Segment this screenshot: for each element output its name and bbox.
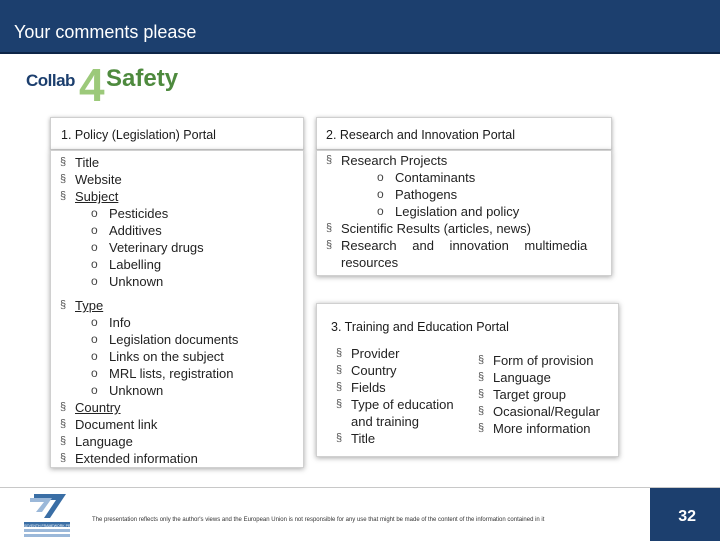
fp7-logo — [22, 488, 89, 541]
page-number-box — [650, 488, 720, 541]
list-item: o Labelling — [75, 256, 297, 273]
training-portal-body — [316, 303, 619, 457]
list-item: § Research and innovation multimedia resources — [323, 237, 605, 271]
subject-sublist — [75, 205, 297, 290]
list-item: § Form of provision — [475, 352, 615, 369]
list-item: o Pesticides — [75, 205, 297, 222]
list-item: § Language — [475, 369, 615, 386]
collab4safety-logo — [26, 59, 179, 111]
slide-title: Your comments please — [14, 22, 197, 42]
list-item: § Subject o Pesticides o Additives o Veterinary drugs o Labelling o Unknown — [57, 188, 297, 290]
list-item: § Country — [333, 362, 469, 379]
list-item: § Title — [333, 430, 469, 447]
list-item: § Research Projects o Contaminants o Pathogens o Legislation and policy — [323, 152, 605, 220]
list-item: § Fields — [333, 379, 469, 396]
research-portal-body — [316, 150, 612, 276]
list-item: § Type o Info o Legislation documents o Links on the subject o MRL lists, registration o Unknown — [57, 297, 297, 399]
policy-portal-header — [50, 117, 304, 150]
training-left-list — [333, 345, 469, 447]
list-item: o Contaminants — [361, 169, 605, 186]
list-item: § Title — [57, 154, 297, 171]
policy-portal-body — [50, 150, 304, 468]
logo-safety: Safety — [106, 65, 179, 92]
list-item: § Ocasional/Regular — [475, 403, 615, 420]
list-item: o Additives — [75, 222, 297, 239]
policy-field-list — [57, 154, 297, 290]
list-item: § Target group — [475, 386, 615, 403]
training-portal-heading: 3. Training and Education Portal — [331, 320, 509, 334]
logo-four: 4 — [79, 59, 105, 111]
list-item: § More information — [475, 420, 615, 437]
disclaimer-text: The presentation reflects only the author's views and the European Union is not responsible for any use that might be made of the content of the information contained in it — [92, 517, 545, 523]
list-item: o Veterinary drugs — [75, 239, 297, 256]
list-item: § Scientific Results (articles, news) — [323, 220, 605, 237]
title-bar — [0, 0, 720, 54]
research-portal-header — [316, 117, 612, 150]
list-item: § Country — [57, 399, 297, 416]
list-item: § Provider — [333, 345, 469, 362]
fp7-label: SEVENTH FRAMEWORK PROGRAMME — [24, 524, 89, 528]
list-item: o Info — [75, 314, 297, 331]
policy-portal-heading: 1. Policy (Legislation) Portal — [61, 128, 216, 142]
list-item: o Links on the subject — [75, 348, 297, 365]
footer — [0, 487, 720, 540]
list-item: o Legislation and policy — [361, 203, 605, 220]
type-sublist — [75, 314, 297, 399]
logo-collab: Collab — [26, 71, 75, 90]
list-item: o Pathogens — [361, 186, 605, 203]
list-item: § Language — [57, 433, 297, 450]
page-number: 32 — [678, 508, 696, 525]
list-item: § Type of education and training — [333, 396, 469, 430]
list-item: o MRL lists, registration — [75, 365, 297, 382]
list-item: § Extended information — [57, 450, 297, 467]
list-item: o Unknown — [75, 382, 297, 399]
list-item: o Legislation documents — [75, 331, 297, 348]
list-item: § Website — [57, 171, 297, 188]
list-item: o Unknown — [75, 273, 297, 290]
research-sublist — [361, 169, 605, 220]
training-right-list — [475, 352, 615, 437]
policy-type-list — [57, 297, 297, 467]
research-list — [323, 152, 605, 271]
research-portal-heading: 2. Research and Innovation Portal — [326, 128, 516, 142]
list-item: § Document link — [57, 416, 297, 433]
